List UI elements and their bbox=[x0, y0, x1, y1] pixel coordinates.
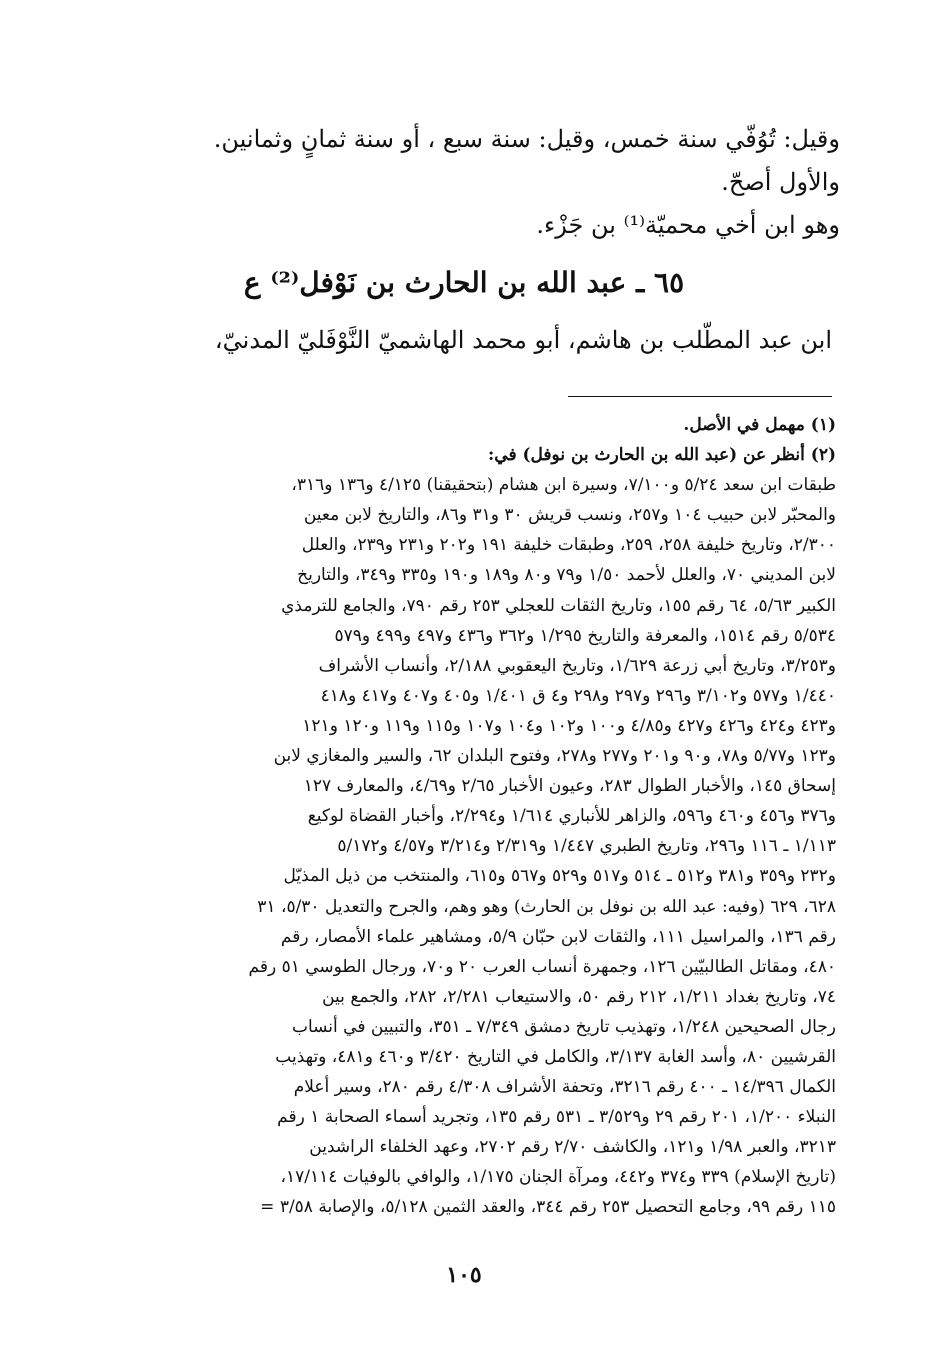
footnote-line: لابن المديني ٧٠، والعلل لأحمد ١/٥٠ و٧٩ و٨٠ و١٨٩ و١٩٠ و٣٣٥ و٣٤٩، والتاريخ bbox=[297, 565, 836, 586]
footnote-line: (تاريخ الإسلام) ٣٣٩ و٣٧٤ و٤٤٢، ومرآة الجنان ١/١٧٥، والوافي بالوفيات ١٧/١١٤، bbox=[280, 1167, 836, 1188]
footnote-line: و٤٢٣ و٤٢٤ و٤٢٦ و٤٢٧ و٤/٨٥ و١٠٠ و١٠٢ و١٠٤ و١٠٧ و١١٥ و١١٩ و١٢٠ و١٢١ bbox=[302, 715, 836, 736]
page-number: ١٠٥ bbox=[446, 1262, 482, 1288]
footnote-line: رجال الصحيحين ١/٢٤٨، وتهذيب تاريخ دمشق ٧/٣٤٩ ـ ٣٥١، والتبيين في أنساب bbox=[291, 1016, 836, 1037]
footnote-line: ٧٤، وتاريخ بغداد ١/٢١١، ٢١٢ رقم ٥٠، والاستيعاب ٢/٢٨١، ٢٨٢، والجمع بين bbox=[322, 986, 836, 1007]
footnote-line: ٢/٣٠٠، وتاريخ خليفة ٢٥٨، ٢٥٩، وطبقات خليفة ١٩١ و٢٠٢ و٢٣١ و٢٣٩، والعلل bbox=[301, 535, 836, 556]
entry-subheading: ابن عبد المطّلب بن هاشم، أبو محمد الهاشميّ النَّوْفَليّ المدنيّ، bbox=[214, 326, 832, 354]
footnote-line: و٢٣٢ و٣٥٩ و٣٨١ و٥١٢ ـ ٥١٤ و٥١٧ و٥٢٩ و٥٦٧ و٦١٥، والمنتخب من ذيل المذيّل bbox=[283, 866, 836, 887]
footnote-separator bbox=[568, 396, 832, 397]
footnote-line: ٦٢٨، ٦٢٩ (وفيه: عبد الله بن نوفل بن الحارث) وهو وهم، والجرح والتعديل ٥/٣٠، ٣١ bbox=[257, 896, 836, 917]
main-text bbox=[120, 118, 840, 247]
footnote-line: والمحبّر لابن حبيب ١٠٤ و٢٥٧، ونسب قريش ٣٠ و٣١ و٨٦، والتاريخ لابن معين bbox=[303, 505, 836, 526]
footnote-line: و٣/٢٥٣، وتاريخ أبي زرعة ١/٦٢٩، وتاريخ اليعقوبي ٢/١٨٨، وأنساب الأشراف bbox=[318, 655, 836, 676]
footnote-line: إسحاق ١٤٥، والأخبار الطوال ٢٨٣، وعيون الأخبار ٢/٦٥ و٤/٦٩، والمعارف ١٢٧ bbox=[303, 776, 836, 797]
footnote-line: النبلاء ١/٢٠٠، ٢٠١ رقم ٢٩ و٣/٥٢٩ ـ ٥٣١ رقم ١٣٥، وتجريد أسماء الصحابة ١ رقم bbox=[277, 1107, 836, 1128]
footnote-line: الكمال ١٤/٣٩٦ ـ ٤٠٠ رقم ٣٢١٦، وتحفة الأشراف ٤/٣٠٨ رقم ٢٨٠، وسير أعلام bbox=[293, 1077, 836, 1098]
footnote-line: ٤٨٠، ومقاتل الطالبيّين ١٢٦، وجمهرة أنساب العرب ٢٠ و٧٠، ورجال الطوسي ٥١ رقم bbox=[248, 956, 836, 977]
main-text-line-2: والأول أصحّ. bbox=[721, 168, 840, 196]
footnote-line: ١/١١٣ ـ ١١٦ و٢٩٦، وتاريخ الطبري ١/٤٤٧ و٢/٣١٩ و٣/٢١٤ و٤/٥٧ و٥/١٧٢ bbox=[337, 836, 836, 857]
footnote-line: القرشيين ٨٠، وأسد الغابة ٣/١٣٧، والكامل في التاريخ ٣/٤٢٠ و٤٦٠ و٤٨١، وتهذيب bbox=[275, 1046, 836, 1067]
footnotes bbox=[94, 410, 836, 1223]
footnote-line: (١) مهمل في الأصل. bbox=[683, 415, 836, 435]
footnote-line: طبقات ابن سعد ٥/٢٤ و٧/١٠٠، وسيرة ابن هشام (بتحقيقنا) ٤/١٢٥ و١٣٦ و٣١٦، bbox=[291, 475, 836, 496]
main-text-line-3: وهو ابن أخي محميّة⁽¹⁾ بن جَزْء. bbox=[536, 211, 840, 239]
footnote-line: (٢) أنظر عن (عبد الله بن الحارث بن نوفل) في: bbox=[488, 445, 836, 466]
footnote-line: ٥/٥٣٤ رقم ١٥١٤، والمعرفة والتاريخ ١/٢٩٥ و٣٦٢ و٤٣٦ و٤٩٧ و٤٩٩ و٥٧٩ bbox=[334, 625, 836, 646]
footnote-line: الكبير ٥/٦٣، ٦٤ رقم ١٥٥، وتاريخ الثقات للعجلي ٢٥٣ رقم ٧٩٠، والجامع للترمذي bbox=[281, 595, 836, 616]
entry-heading: ٦٥ ـ عبد الله بن الحارث بن نَوْفل⁽²⁾ ع bbox=[243, 266, 685, 299]
footnote-line: ٣٢١٣، والعبر ١/٩٨ و١٢١، والكاشف ٢/٧٠ رقم ٢٧٠٢، وعهد الخلفاء الراشدين bbox=[309, 1137, 836, 1158]
footnote-line: و١٢٣ و٥/٧٧ و٧٨، و٩٠ و٢٠١ و٢٧٧ و٢٧٨، وفتوح البلدان ٦٢، والسير والمغازي لابن bbox=[273, 746, 836, 767]
footnote-line: ١١٥ رقم ٩٩، وجامع التحصيل ٢٥٣ رقم ٣٤٤، والعقد الثمين ٥/١٢٨، والإصابة ٣/٥٨ = bbox=[260, 1197, 836, 1218]
footnote-line: ١/٤٤٠ و٥٧٧ و٣/١٠٢ و٢٩٦ و٢٩٧ و٢٩٨ و٤ ق ١/٤٠١ و٤٠٥ و٤٠٧ و٤١٧ و٤١٨ bbox=[320, 685, 836, 706]
footnote-line: و٣٧٦ و٤٥٦ و٤٦٠ و٥٩٦، والزاهر للأنباري ١/٦١٤ و٢/٢٩٤، وأخبار القضاة لوكيع bbox=[307, 806, 836, 827]
footnote-line: رقم ١٣٦، والمراسيل ١١١، والثقات لابن حبّان ٥/٩، ومشاهير علماء الأمصار، رقم bbox=[280, 926, 836, 947]
main-text-line-1: وقيل: تُوُفّي سنة خمس، وقيل: سنة سبع ، أو سنة ثمانٍ وثمانين. bbox=[213, 125, 840, 153]
